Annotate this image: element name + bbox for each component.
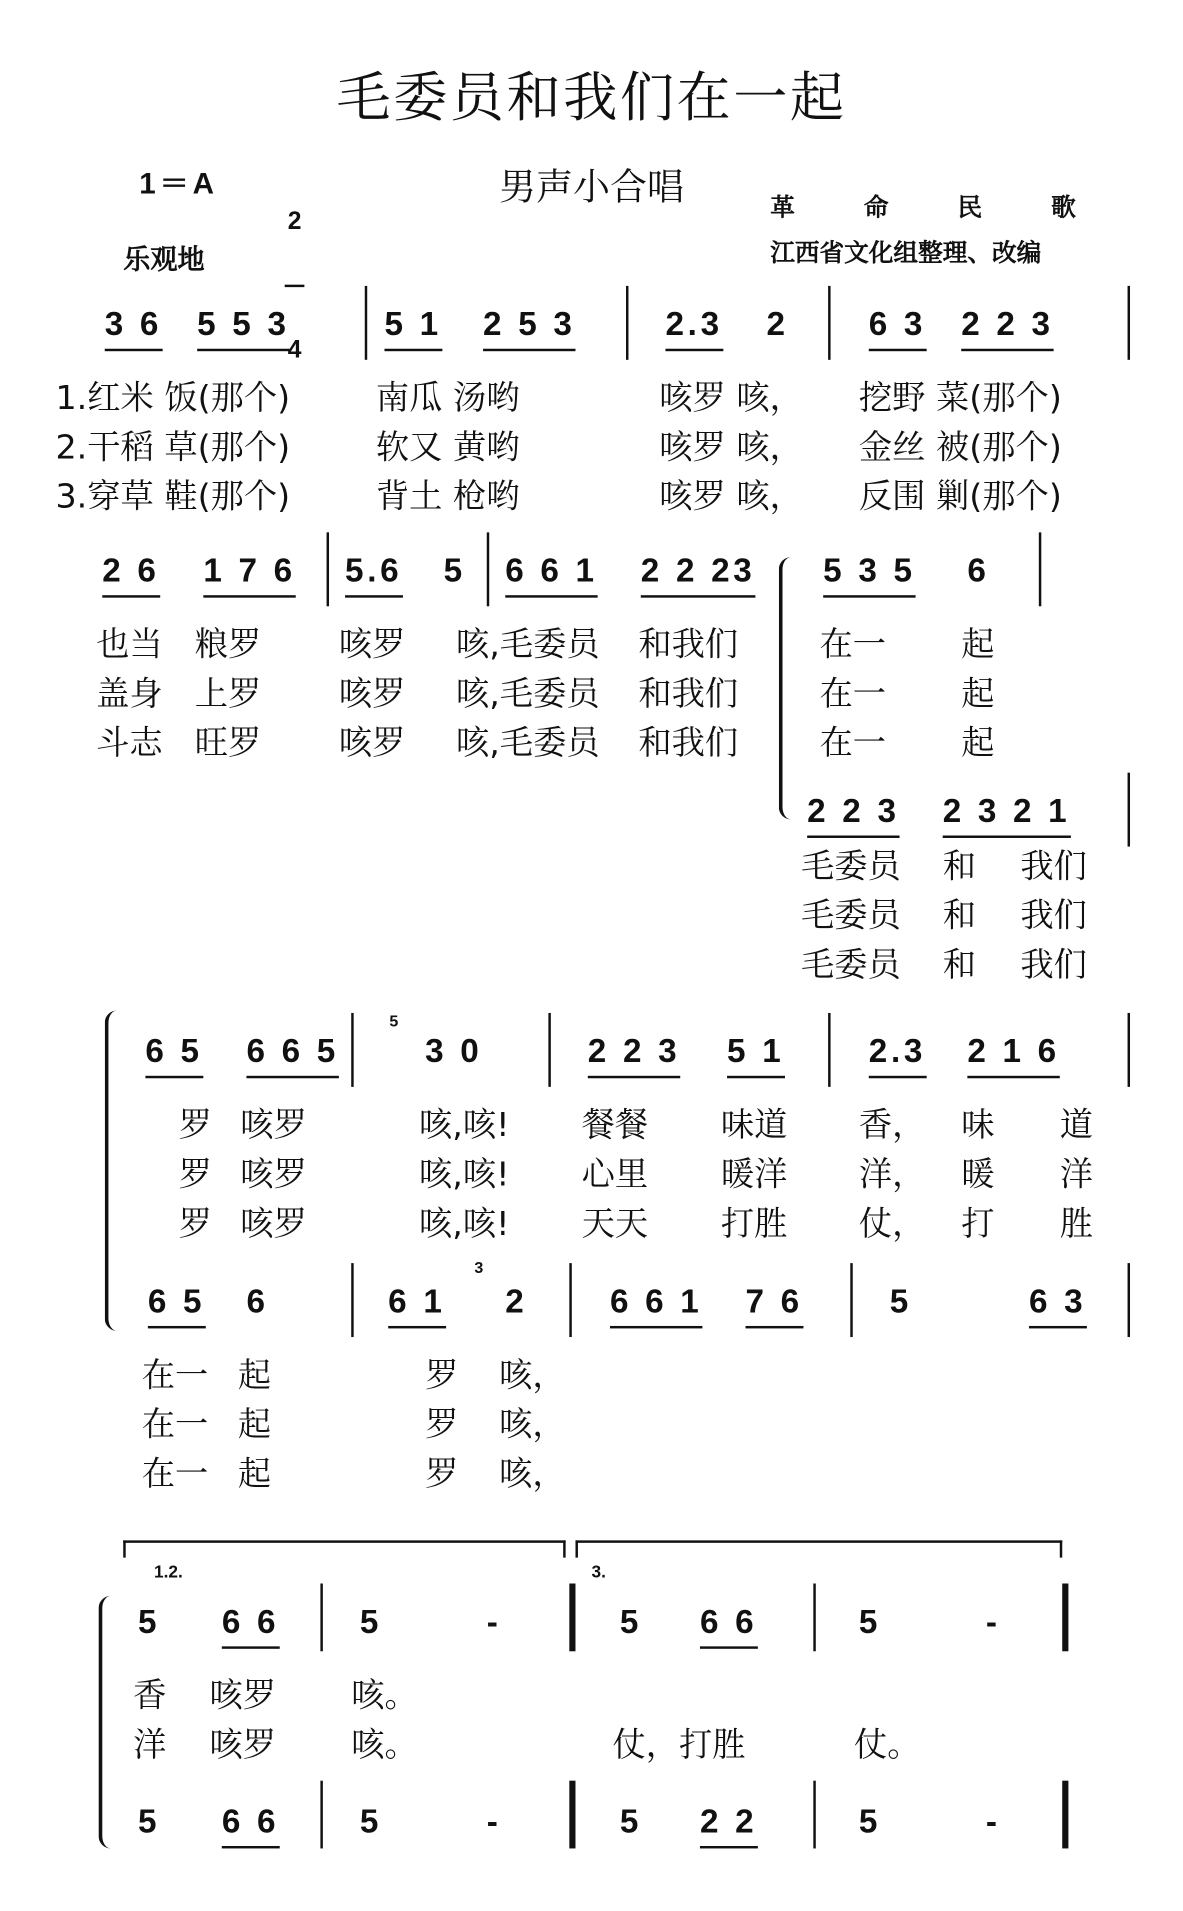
lyric-verse-1: 粮罗 — [194, 626, 262, 665]
lyric-verse-2: 咳罗 咳， — [659, 428, 803, 468]
note-group: 7 6 — [746, 1285, 803, 1328]
arranger: 江西省文化组整理、改编 — [770, 237, 1042, 268]
note-group: 2 2 23 — [641, 555, 756, 598]
barline — [548, 1013, 550, 1087]
note-group: 2 — [766, 305, 789, 343]
note-group: 5 1 — [384, 308, 441, 351]
lyric-verse-2: 盖身 — [96, 675, 163, 714]
barline — [320, 1584, 322, 1652]
note-group: 6 6 — [700, 1606, 757, 1649]
note-group-lower: 5 — [138, 1802, 161, 1840]
barline — [569, 1263, 571, 1337]
lyric-verse-1: 和 — [942, 847, 976, 887]
barline — [351, 1013, 353, 1087]
lyric-verse-3: 背土 枪哟 — [375, 478, 520, 517]
repeat-barline — [569, 1584, 575, 1652]
system-bracket — [779, 557, 795, 819]
lyric-verse-1: 毛委员 — [800, 847, 901, 887]
barline — [327, 532, 329, 606]
time-signature-bottom: 4 — [287, 336, 302, 364]
volta-label-2: 3. — [591, 1561, 606, 1582]
barline — [1128, 286, 1130, 360]
lyric-verse-2: 咳， — [499, 1406, 566, 1445]
volta-bracket-2 — [575, 1540, 1062, 1557]
lyric-verse-2: 心里 — [581, 1155, 649, 1195]
note-group: 6 — [967, 552, 990, 590]
lyric-verse-3: 和我们 — [638, 724, 739, 763]
note-group: 2 2 3 — [588, 1035, 680, 1078]
lyric-verse-3: 打胜 — [720, 1205, 788, 1244]
lyric-verse-3: 打 — [961, 1205, 995, 1244]
note-group: 6 6 5 — [246, 1035, 338, 1078]
lyric-verse-2: 咳罗 — [338, 675, 406, 714]
barline — [626, 286, 628, 360]
lyric-verse-3: 天天 — [581, 1205, 649, 1244]
lyric-verse-1: 咳罗 — [338, 626, 406, 665]
lyric-verse-3: 咳罗 — [240, 1205, 307, 1244]
note-group: 6 3 — [1029, 1285, 1086, 1328]
lyric-verse-2: 起 — [961, 675, 995, 714]
barline — [1128, 1263, 1130, 1337]
final-barline — [1062, 1584, 1068, 1652]
lyric-verse-1: 咳罗 — [240, 1106, 307, 1145]
lyric-verse-2: 咳,咳! — [418, 1155, 510, 1195]
time-signature-line — [285, 285, 305, 287]
note-group: 2.3 — [869, 1035, 926, 1078]
lyric-verse-3: 咳,咳! — [418, 1205, 510, 1244]
grace-note: 3 — [474, 1258, 484, 1277]
lyric-verse-2: 在一 — [819, 675, 887, 714]
lyric-verse-2: 洋 — [133, 1726, 167, 1765]
note-group-lower: 2 2 — [700, 1805, 757, 1848]
lyric-verse-3: 咳,毛委员 — [455, 724, 600, 763]
note-group: - — [985, 1603, 1001, 1641]
lyric-verse-2: 金丝 被(那个) — [858, 428, 1062, 468]
lyric-verse-2: 和 — [942, 897, 976, 936]
lyric-verse-1: 和我们 — [638, 626, 739, 665]
lyric-verse-2: 咳。 — [351, 1726, 418, 1765]
barline — [828, 1013, 830, 1087]
barline — [850, 1263, 852, 1337]
lyric-verse-2: 我们 — [1020, 897, 1087, 936]
lyric-verse-1: 我们 — [1020, 847, 1087, 887]
lyric-verse-1: 咳。 — [351, 1677, 418, 1716]
system-bracket — [99, 1596, 115, 1849]
time-signature-top: 2 — [287, 208, 302, 236]
lyric-verse-2: 罗 — [425, 1406, 459, 1445]
lyric-verse-1: 香 — [133, 1677, 167, 1716]
barline — [365, 286, 367, 360]
barline — [487, 532, 489, 606]
lyric-verse-1: 餐餐 — [581, 1106, 649, 1145]
lyric-verse-3: 仗， — [858, 1205, 926, 1244]
lyric-verse-1: 味 — [961, 1106, 995, 1145]
note-group: 2 6 — [102, 555, 159, 598]
lyric-verse-2: 咳,毛委员 — [455, 675, 600, 714]
lyric-verse-1: 香， — [858, 1106, 926, 1145]
note-group: 2 2 3 — [961, 308, 1053, 351]
lyric-verse-2: 暖洋 — [720, 1155, 788, 1195]
note-group: 5 — [138, 1603, 161, 1641]
lyric-verse-2: 罗 — [178, 1155, 212, 1195]
note-group: 2 1 6 — [967, 1035, 1059, 1078]
lyric-verse-1: 也当 — [96, 626, 163, 665]
lyric-verse-3: 和 — [942, 946, 976, 985]
lyric-verse-2: 软又 黄哟 — [375, 428, 520, 468]
lyric-verse-3: 起 — [961, 724, 995, 763]
key-signature: 1＝A — [139, 167, 218, 201]
lyric-verse-3: 罗 — [178, 1205, 212, 1244]
lyric-verse-1: 道 — [1059, 1106, 1094, 1145]
lyric-verse-2: 毛委员 — [800, 897, 901, 936]
barline — [813, 1584, 815, 1652]
lyric-verse-1: 挖野 菜(那个) — [858, 379, 1062, 418]
lyric-verse-1: 1.红米 饭(那个) — [55, 379, 291, 418]
lyric-verse-1: 罗 — [178, 1106, 212, 1145]
lyric-verse-3: 我们 — [1020, 946, 1087, 985]
note-group: 6 1 — [388, 1285, 445, 1328]
note-group: 6 5 — [145, 1035, 202, 1078]
volta-label-1: 1.2. — [154, 1561, 183, 1582]
note-group: 5 5 3 — [197, 308, 289, 351]
lyric-verse-3: 反围 剿(那个) — [858, 478, 1062, 517]
barline — [1128, 773, 1130, 847]
note-group: 1 7 6 — [203, 555, 295, 598]
lyric-verse-3: 起 — [237, 1455, 272, 1494]
note-group: 5 — [359, 1603, 383, 1641]
lyric-verse-3: 斗志 — [96, 724, 163, 763]
lyric-verse-2: 仗，打胜 — [612, 1726, 746, 1765]
note-group-lower: 5 — [619, 1802, 643, 1840]
note-group: 3 6 — [105, 308, 162, 351]
lyric-verse-1: 咳罗 — [209, 1677, 277, 1716]
note-group-lower: 5 — [359, 1802, 383, 1840]
lyric-verse-2: 起 — [237, 1406, 272, 1445]
lyric-verse-1: 在一 — [819, 626, 887, 665]
lyric-verse-2: 咳罗 — [209, 1726, 277, 1765]
note-group: 6 6 1 — [610, 1285, 702, 1328]
lyric-verse-1: 南瓜 汤哟 — [375, 379, 520, 418]
note-group: - — [486, 1603, 502, 1641]
note-group-lower: - — [985, 1802, 1001, 1840]
lyric-verse-2: 仗。 — [853, 1726, 921, 1765]
subtitle: 男声小合唱 — [499, 166, 684, 210]
lyric-verse-1: 咳,毛委员 — [455, 626, 600, 665]
genre: 革 命 民 歌 — [770, 192, 1098, 222]
note-group: 5 — [889, 1282, 912, 1320]
lyric-verse-3: 胜 — [1059, 1205, 1094, 1244]
note-group: 6 — [246, 1282, 269, 1320]
lyric-verse-2: 2.干稻 草(那个) — [55, 428, 291, 468]
barline — [1128, 1013, 1130, 1087]
lyric-verse-3: 旺罗 — [194, 724, 262, 763]
barline — [320, 1781, 322, 1849]
note-group: 3 0 — [425, 1032, 483, 1070]
note-group-lower: 6 6 — [222, 1805, 279, 1848]
lyric-verse-1: 咳， — [499, 1356, 566, 1395]
lyric-verse-2: 上罗 — [194, 675, 262, 714]
note-group: 2 — [505, 1282, 528, 1320]
lyric-verse-3: 3.穿草 鞋(那个) — [55, 478, 291, 517]
lyric-verse-3: 咳罗 咳， — [659, 478, 803, 517]
time-signature — [281, 160, 308, 411]
note-group: 5 — [858, 1603, 882, 1641]
lyric-verse-3: 在一 — [141, 1455, 209, 1494]
barline — [351, 1263, 353, 1337]
lyric-verse-3: 毛委员 — [800, 946, 901, 985]
note-group: 5.6 — [345, 555, 402, 598]
lyric-verse-2: 和我们 — [638, 675, 739, 714]
lyric-verse-2: 洋， — [858, 1155, 926, 1195]
volta-bracket-1 — [123, 1540, 565, 1557]
note-group: 5 3 5 — [823, 555, 915, 598]
lyric-verse-2: 咳罗 — [240, 1155, 307, 1195]
note-group-lower: 5 — [858, 1802, 882, 1840]
lyric-verse-1: 在一 — [141, 1356, 209, 1395]
note-group: 2.3 — [665, 308, 722, 351]
lyric-verse-1: 咳罗 咳， — [659, 379, 803, 418]
lyric-verse-2: 在一 — [141, 1406, 209, 1445]
lyric-verse-1: 起 — [237, 1356, 272, 1395]
note-group: 2 2 3 — [807, 795, 899, 838]
lyric-verse-1: 咳,咳! — [418, 1106, 510, 1145]
lyric-verse-3: 在一 — [819, 724, 887, 763]
note-group: 6 5 — [148, 1285, 205, 1328]
lyric-verse-1: 罗 — [425, 1356, 459, 1395]
lyric-verse-1: 味道 — [720, 1106, 788, 1145]
song-title: 毛委员和我们在一起 — [336, 66, 847, 130]
lyric-verse-3: 咳， — [499, 1455, 566, 1494]
final-barline — [1062, 1781, 1068, 1849]
note-group: 6 6 — [222, 1606, 279, 1649]
note-group-lower: - — [486, 1802, 502, 1840]
system-bracket — [105, 1010, 121, 1330]
note-group: 5 — [443, 552, 466, 590]
lyric-verse-3: 咳罗 — [338, 724, 406, 763]
repeat-barline — [569, 1781, 575, 1849]
note-group: 2 3 2 1 — [943, 795, 1071, 838]
note-group: 6 6 1 — [505, 555, 597, 598]
lyric-verse-1: 起 — [961, 626, 995, 665]
note-group: 6 3 — [869, 308, 926, 351]
tempo-marking: 乐观地 — [123, 245, 205, 277]
lyric-verse-2: 洋 — [1059, 1155, 1094, 1195]
barline — [813, 1781, 815, 1849]
barline — [828, 286, 830, 360]
note-group: 2 5 3 — [483, 308, 575, 351]
lyric-verse-3: 罗 — [425, 1455, 459, 1494]
grace-note: 5 — [389, 1011, 399, 1031]
note-group: 5 1 — [727, 1035, 784, 1078]
lyric-verse-2: 暖 — [961, 1155, 995, 1195]
barline — [1039, 532, 1041, 606]
note-group: 5 — [619, 1603, 643, 1641]
